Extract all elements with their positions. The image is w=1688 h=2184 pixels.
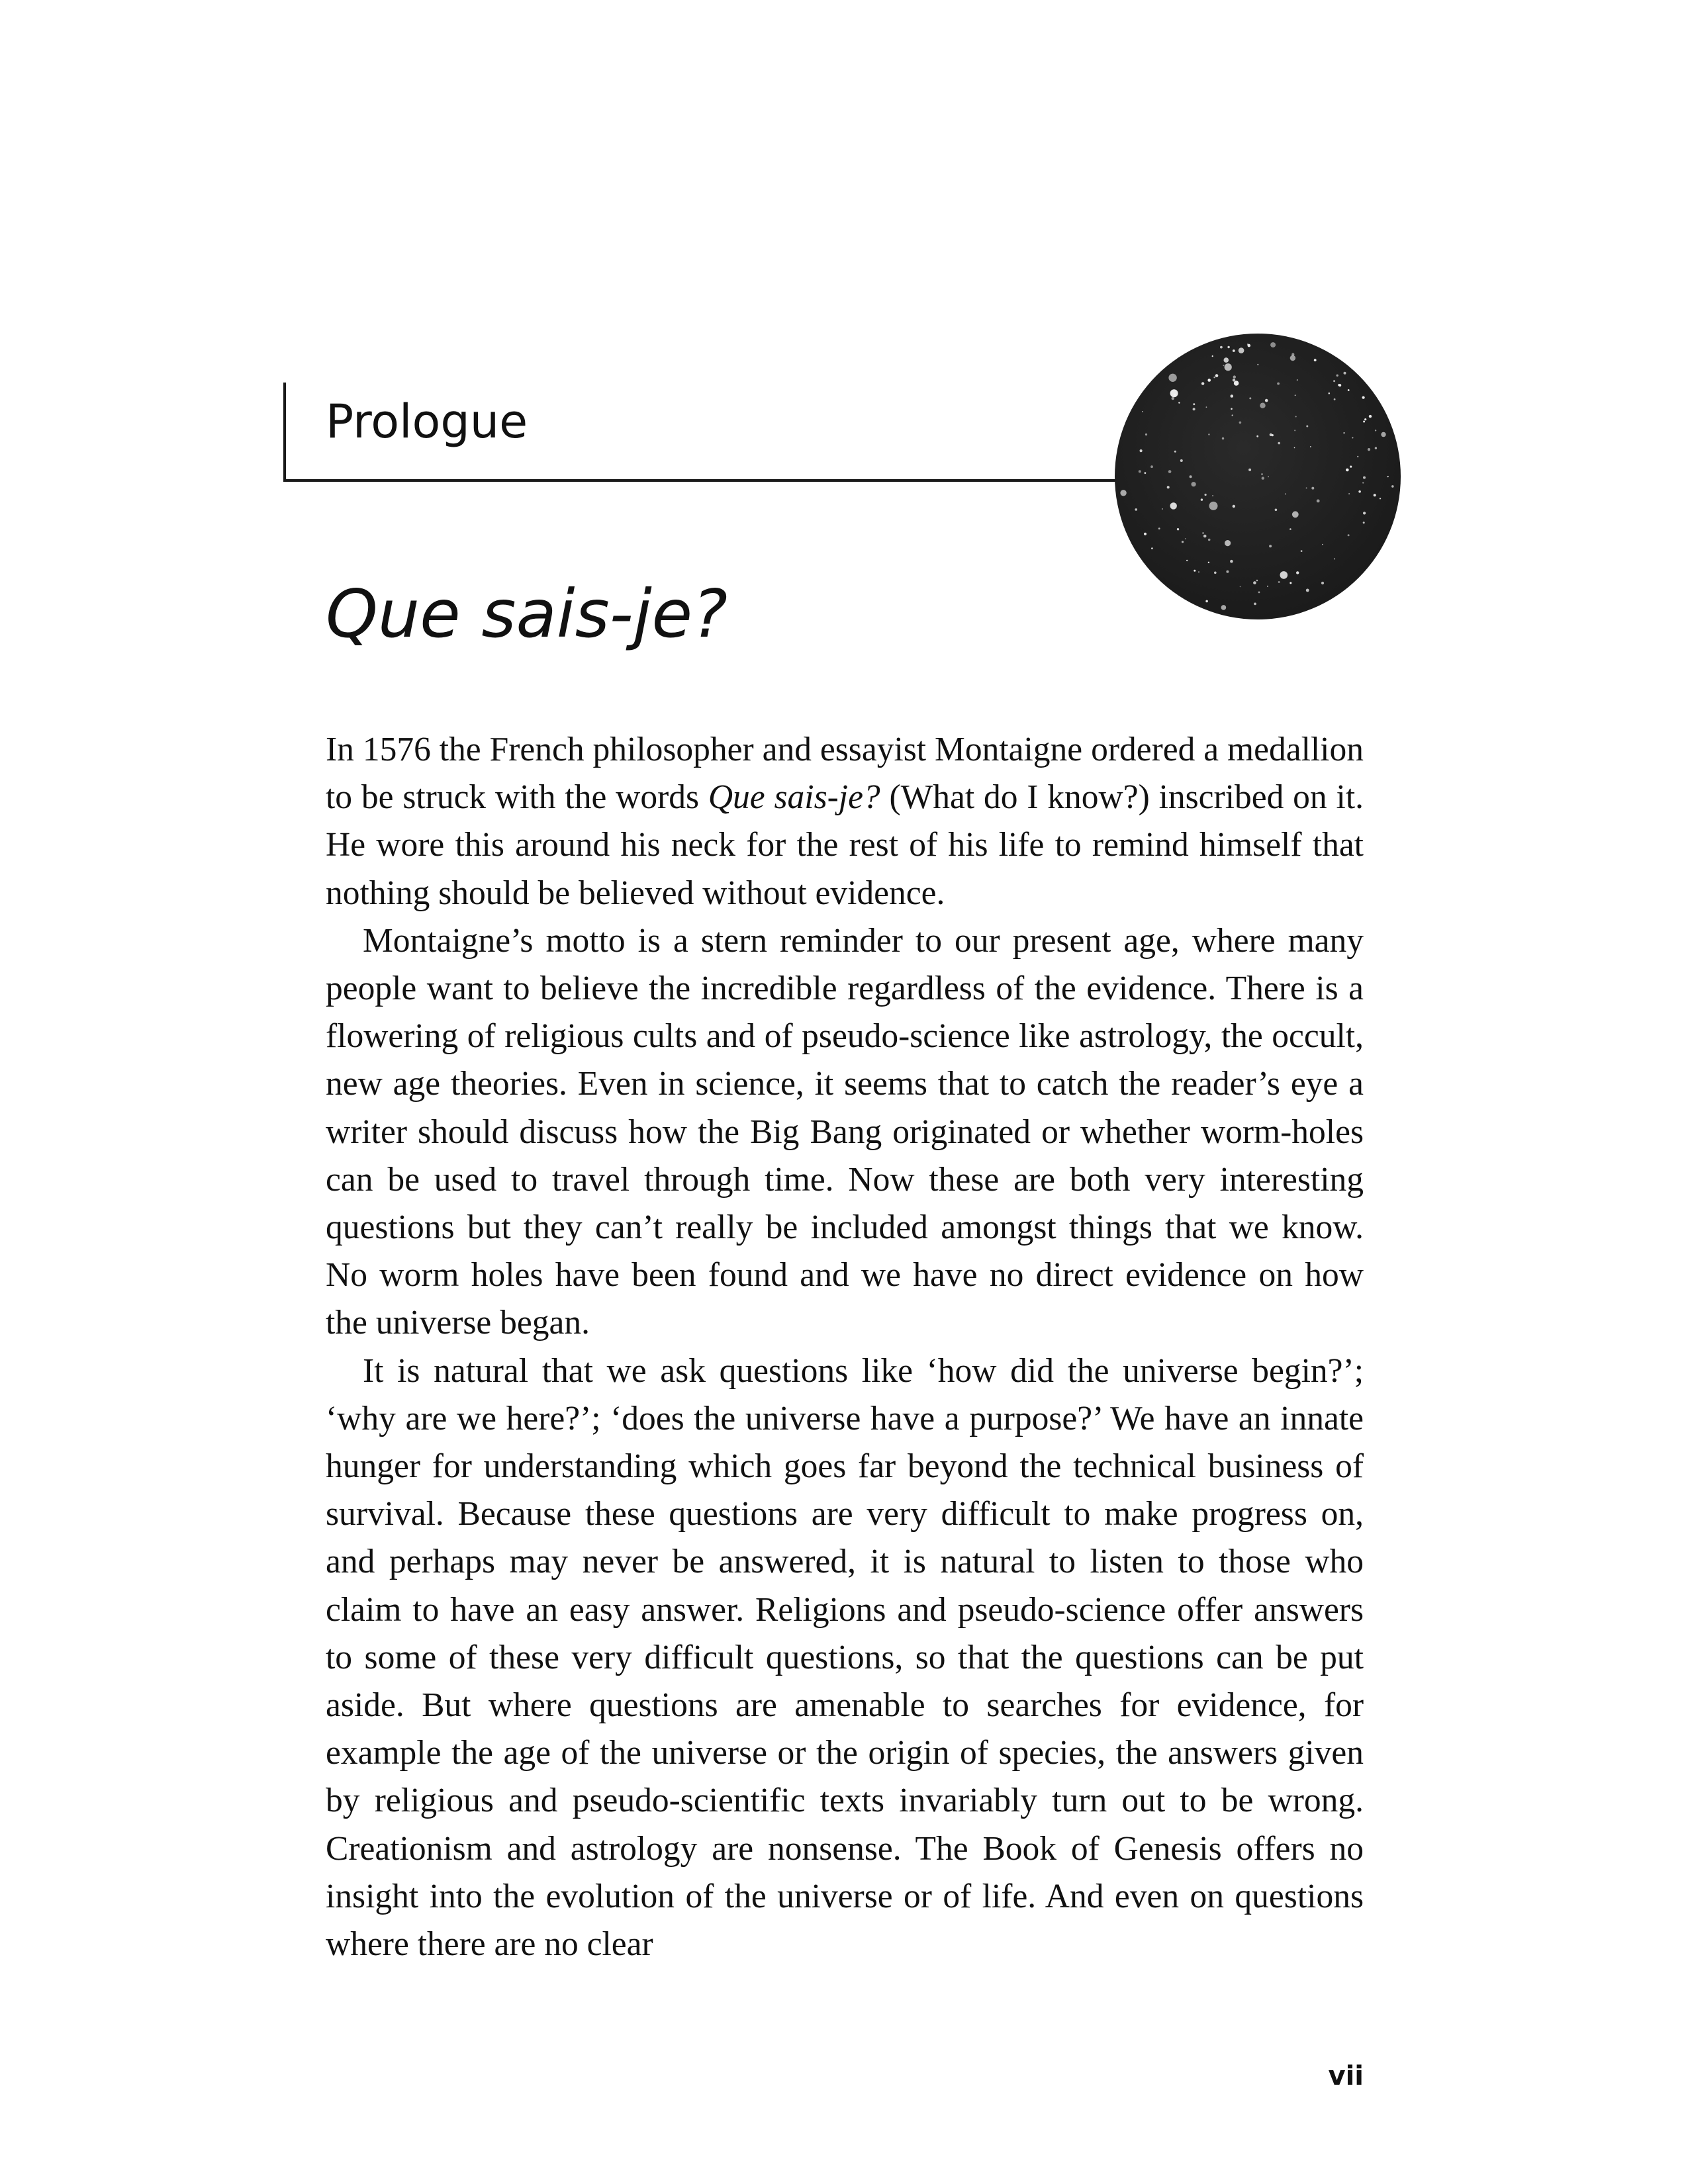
star-dot <box>1167 486 1170 488</box>
star-dot <box>1289 582 1291 584</box>
star-dot <box>1226 570 1229 573</box>
star-dot <box>1289 528 1291 530</box>
star-dot <box>1364 418 1366 420</box>
star-dot <box>1343 432 1344 433</box>
star-dot <box>1256 435 1258 437</box>
star-dot <box>1278 581 1280 583</box>
paragraph-1-italic-quote: Que sais-je? <box>708 778 880 817</box>
star-dot <box>1344 372 1346 375</box>
star-dot <box>1368 448 1370 451</box>
paragraph-1-end: (What do I know?) inscribed on it. He wore this around his neck for the rest of his life to remind himself that nothing should be believed without evidence. <box>326 778 1364 912</box>
star-dot <box>1220 346 1223 349</box>
star-dot <box>1346 469 1349 472</box>
star-dot <box>1172 397 1174 400</box>
star-dot <box>1144 533 1147 535</box>
star-dot <box>1227 346 1229 348</box>
star-dot <box>1145 433 1147 435</box>
star-dot <box>1231 394 1234 398</box>
star-dot <box>1182 541 1184 543</box>
star-dot <box>1145 472 1147 474</box>
star-dot <box>1186 560 1188 561</box>
star-dot <box>1201 382 1204 385</box>
star-dot <box>1348 389 1350 391</box>
star-dot <box>1225 540 1231 546</box>
star-dot <box>1209 502 1218 510</box>
star-dot <box>1174 451 1176 453</box>
star-dot <box>1225 363 1232 371</box>
star-dot <box>1290 355 1295 361</box>
star-dot <box>1231 408 1233 410</box>
star-dot <box>1234 381 1239 386</box>
star-dot <box>1369 415 1372 418</box>
star-dot <box>1306 589 1309 592</box>
star-dot <box>1294 430 1295 431</box>
star-dot <box>1275 509 1278 512</box>
star-dot <box>1190 475 1192 478</box>
star-dot <box>1374 494 1376 496</box>
star-dot <box>1311 487 1314 490</box>
star-dot <box>1221 605 1227 610</box>
star-dot <box>1205 600 1208 603</box>
star-dot <box>1212 495 1213 496</box>
star-dot <box>1193 403 1195 405</box>
page-number: vii <box>1328 2061 1364 2091</box>
star-dot <box>1334 559 1335 560</box>
star-dot <box>1357 456 1358 457</box>
star-dot <box>1329 392 1331 394</box>
star-dot <box>1294 447 1295 449</box>
star-dot <box>1232 414 1233 416</box>
star-dot <box>1297 379 1298 381</box>
paragraph-2: Montaigne’s motto is a stern reminder to our present age, where many people want to believe the incredible regardless of the evidence. There is a flowering of religious cults and of pseudo-science like astrology, the occult, new age theories. Even in science, it seems that to catch the reader’s eye a writer should discuss how the Big Bang originated or whether worm-holes can be used to travel through time. Now these are both very interesting questions but they can’t really be included amongst things that we know. No worm holes have been found and we have no direct evidence on how the universe began. <box>326 921 1364 1342</box>
star-dot <box>1285 493 1286 494</box>
star-dot <box>1338 384 1340 386</box>
star-dot <box>1380 498 1381 499</box>
star-dot <box>1248 344 1251 347</box>
star-dot <box>1162 508 1163 510</box>
star-dot <box>1348 493 1350 494</box>
star-dot <box>1321 582 1324 584</box>
star-dot <box>1170 389 1178 397</box>
star-dot <box>1258 592 1260 594</box>
star-dot <box>1333 380 1335 382</box>
star-dot <box>1295 394 1296 396</box>
star-dot <box>1150 465 1153 468</box>
star-dot <box>1206 406 1207 408</box>
paragraph-1 <box>326 726 1364 917</box>
star-dot <box>1222 437 1224 439</box>
star-dot <box>1208 562 1209 563</box>
star-dot <box>1277 383 1280 385</box>
star-dot <box>1375 447 1377 449</box>
star-dot <box>1194 570 1196 572</box>
star-dot <box>1363 477 1366 479</box>
star-dot <box>1363 512 1366 514</box>
star-dot <box>1193 408 1196 410</box>
star-dot <box>1254 603 1256 606</box>
star-dot <box>1270 342 1276 347</box>
star-dot <box>1207 379 1211 382</box>
paragraph-3: It is natural that we ask questions like ‘how did the universe begin?’; ‘why are we here?’; ‘does the universe have a purpose?’ We have an innate hunger for understanding which goes far beyond the technical business of survival. Because these questions are very difficult to make progress on, and perhaps may never be answered, it is natural to listen to those who claim to have an easy answer. Religions and pseudo-science offer answers to some of these very difficult questions, so that the questions can be put aside. But where questions are amenable to searches for evidence, for example the age of the universe or the origin of species, the answers given by religious and pseudo-scientific texts invariably turn out to be wrong. Creationism and astrology are nonsense. The Book of Genesis offers no insight into the evolution of the universe or of life. And even on questions where there are no clear <box>326 1351 1364 1964</box>
star-dot <box>1202 532 1204 534</box>
star-dot <box>1278 442 1280 445</box>
star-dot <box>1240 586 1241 588</box>
star-dot <box>1224 357 1229 363</box>
star-dot <box>1170 502 1177 509</box>
star-dot <box>1139 470 1141 473</box>
star-dot <box>1358 490 1361 493</box>
star-dot <box>1239 347 1244 353</box>
star-dot <box>1314 359 1317 361</box>
star-dot <box>1253 581 1256 584</box>
star-field-icon <box>1112 331 1403 622</box>
star-dot <box>1261 473 1263 475</box>
star-dot <box>1180 459 1183 462</box>
star-dot <box>1322 544 1323 545</box>
star-dot <box>1223 365 1224 366</box>
star-dot <box>1269 545 1272 547</box>
star-dot <box>1256 580 1258 582</box>
body-text <box>326 726 1364 1968</box>
star-dot <box>1158 527 1160 529</box>
star-dot <box>1142 411 1143 412</box>
star-dot <box>1317 500 1320 503</box>
star-dot <box>1306 487 1307 488</box>
section-label: Prologue <box>326 394 528 449</box>
star-dot <box>1363 522 1365 523</box>
star-dot <box>1265 399 1268 402</box>
star-dot <box>1352 437 1353 438</box>
star-dot <box>1198 571 1199 572</box>
star-dot <box>1348 534 1350 536</box>
star-dot <box>1272 434 1274 436</box>
star-dot <box>1292 511 1299 518</box>
star-dot <box>1151 547 1153 549</box>
star-dot <box>1140 449 1143 452</box>
star-dot <box>1375 430 1376 431</box>
star-dot <box>1391 485 1394 488</box>
star-dot <box>1248 469 1251 471</box>
star-dot <box>1336 375 1338 377</box>
star-dot <box>1213 377 1215 378</box>
star-dot <box>1233 375 1236 378</box>
star-dot <box>1310 446 1311 447</box>
star-dot <box>1268 477 1269 478</box>
star-dot <box>1295 416 1297 418</box>
star-dot <box>1301 550 1303 552</box>
star-dot <box>1267 586 1268 587</box>
star-dot <box>1185 538 1186 539</box>
star-dot <box>1230 560 1233 563</box>
star-dot <box>1362 396 1365 399</box>
star-dot <box>1135 508 1137 511</box>
star-dot <box>1362 482 1364 483</box>
star-dot <box>1233 379 1235 381</box>
star-dot <box>1214 572 1217 574</box>
star-dot <box>1363 421 1365 423</box>
paragraph-1-start: In 1576 the French philosopher and essayist Montaigne ordered a medallion to be struck with the words <box>326 731 1364 817</box>
star-dot <box>1233 505 1235 508</box>
star-dot <box>1212 355 1213 357</box>
star-dot <box>1203 535 1207 538</box>
star-dot <box>1257 364 1258 365</box>
star-dot <box>1233 349 1235 352</box>
star-dot <box>1350 466 1352 468</box>
star-dot <box>1201 498 1203 500</box>
star-dot <box>1334 398 1336 400</box>
chapter-title: Que sais-je? <box>326 575 728 653</box>
star-dot <box>1120 490 1126 496</box>
star-dot <box>1262 477 1264 479</box>
star-dot <box>1177 528 1179 530</box>
star-dot <box>1249 397 1251 399</box>
star-dot <box>1192 482 1196 486</box>
star-dot <box>1168 470 1172 473</box>
star-dot <box>1168 374 1176 382</box>
star-dot <box>1208 539 1211 541</box>
star-dot <box>1178 402 1180 403</box>
star-dot <box>1381 432 1385 437</box>
star-dot <box>1215 374 1219 377</box>
star-dot <box>1239 422 1242 424</box>
star-dot <box>1280 571 1288 579</box>
star-dot <box>1260 403 1265 408</box>
star-dot <box>1296 571 1299 574</box>
star-dot <box>1208 433 1209 435</box>
star-dot <box>1306 426 1308 428</box>
star-dot <box>1387 476 1389 477</box>
star-dot <box>1205 494 1207 496</box>
